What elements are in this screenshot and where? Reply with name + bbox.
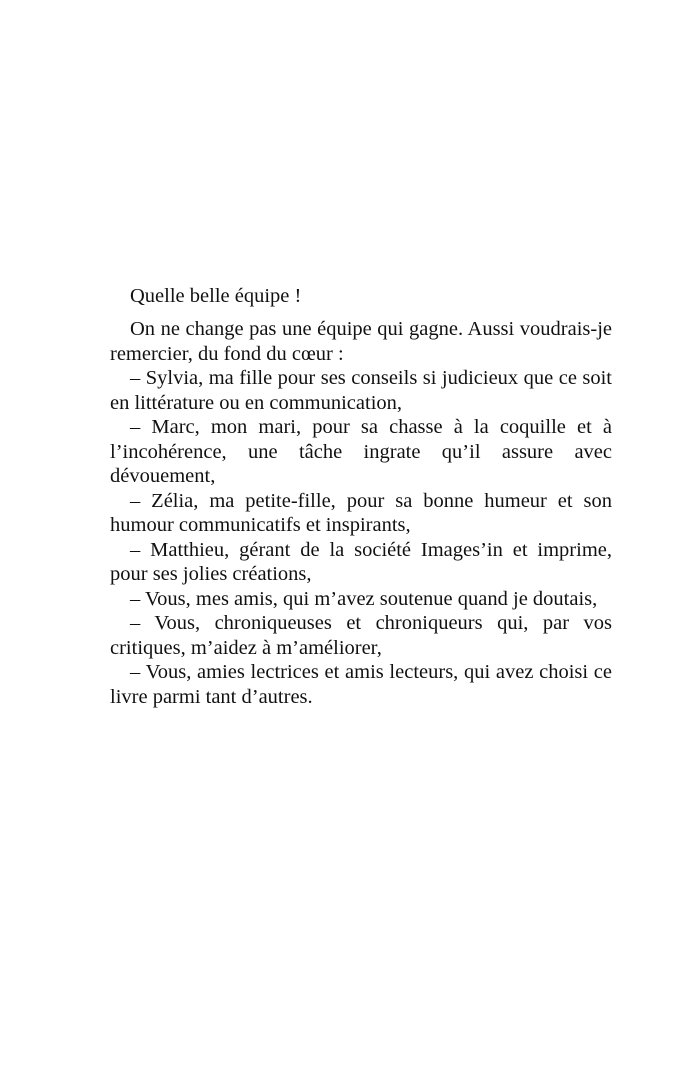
thanks-item-marc: – Marc, mon mari, pour sa chasse à la coquille et à l’incohérence, une tâche ingrate qu’il assure avec dévouement, <box>110 416 612 487</box>
thanks-item-reviewers: – Vous, chroniqueuses et chroniqueurs qui, par vos critiques, m’aidez à m’améliorer, <box>110 612 612 659</box>
thanks-item-sylvia: – Sylvia, ma fille pour ses conseils si judicieux que ce soit en littérature ou en communication, <box>110 367 612 414</box>
thanks-item-zelia: – Zélia, ma petite-fille, pour sa bonne humeur et son humour communicatifs et inspirants, <box>110 489 612 536</box>
thanks-item-readers: – Vous, amies lectrices et amis lecteurs, qui avez choisi ce livre parmi tant d’autres. <box>110 661 612 708</box>
intro-paragraph: On ne change pas une équipe qui gagne. Aussi voudrais-je remercier, du fond du cœur : <box>110 318 612 365</box>
acknowledgements-page <box>110 283 612 709</box>
thanks-item-friends: – Vous, mes amis, qui m’avez soutenue quand je doutais, <box>130 587 598 610</box>
thanks-item-matthieu: – Matthieu, gérant de la société Images’in et imprime, pour ses jolies créations, <box>110 538 612 585</box>
page-heading: Quelle belle équipe ! <box>130 285 302 307</box>
